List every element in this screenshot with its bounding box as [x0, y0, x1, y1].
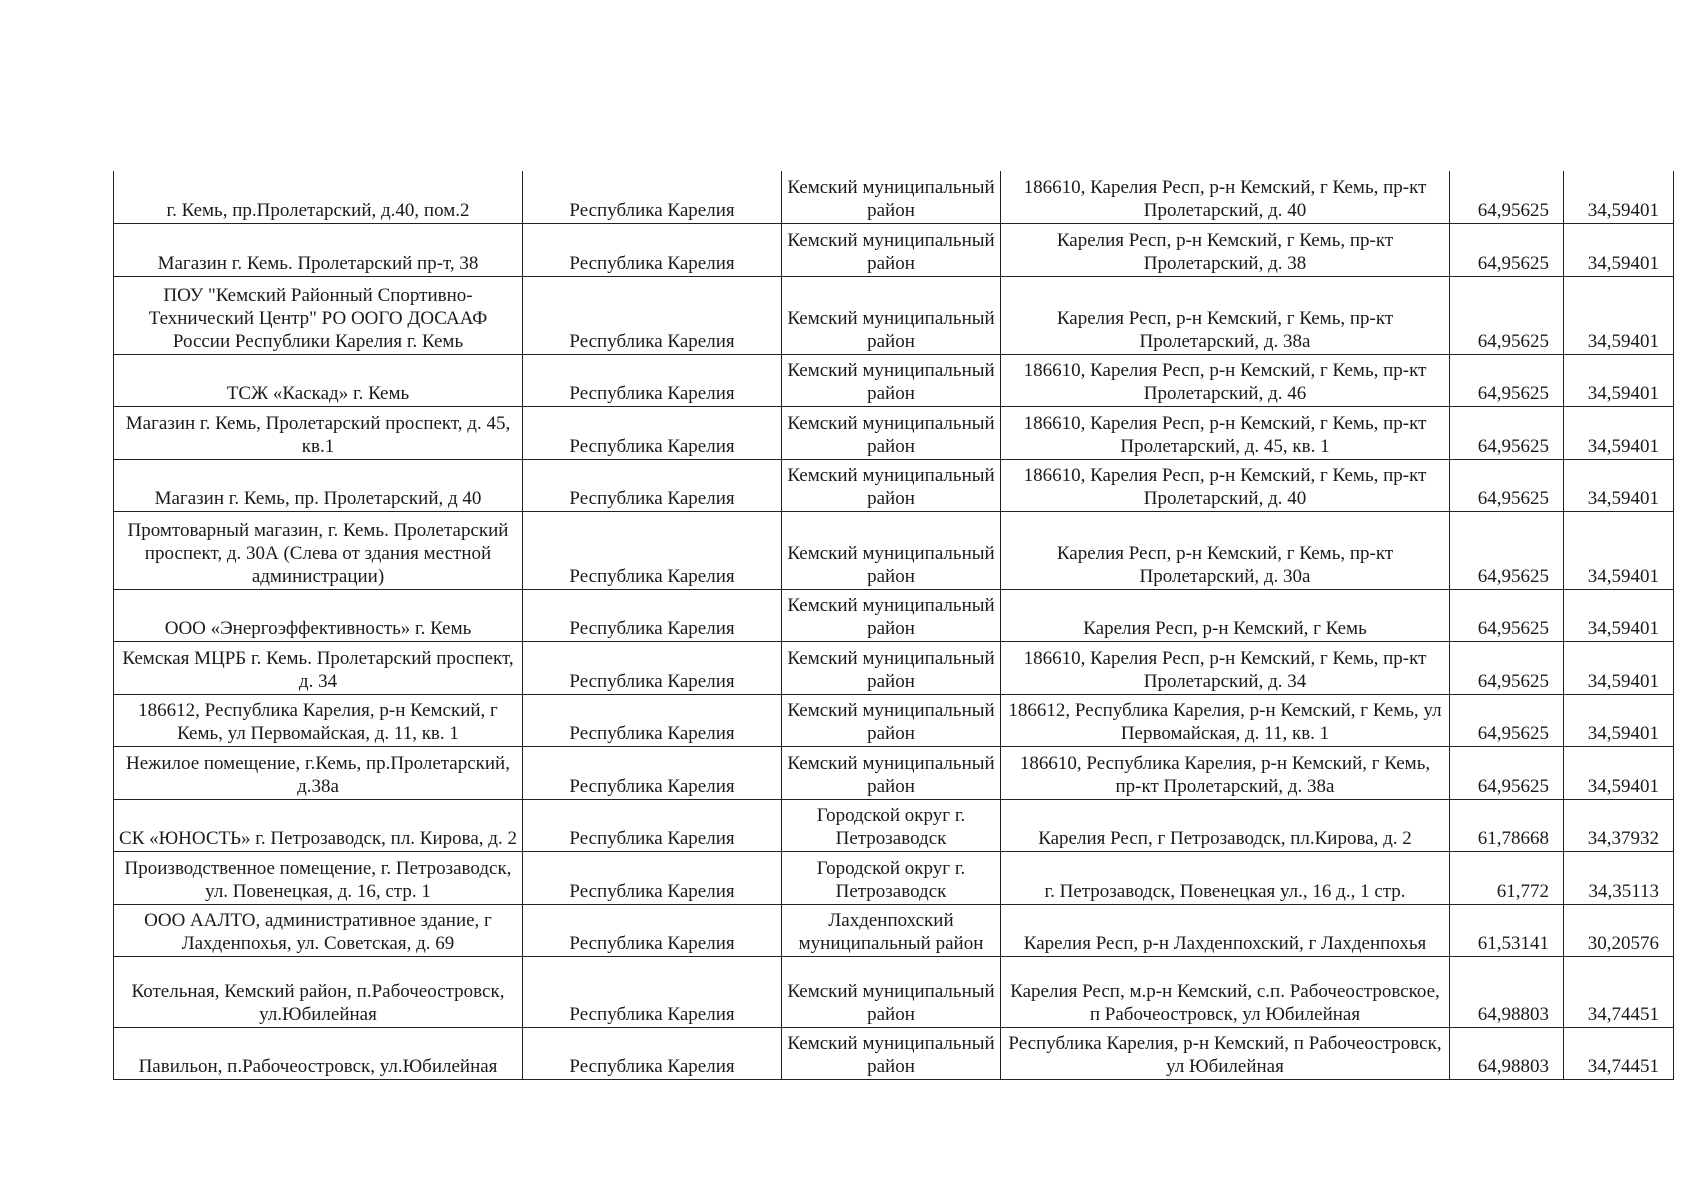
cell-district: Кемский муниципальный район: [782, 511, 1001, 589]
cell-object-name: ПОУ "Кемский Районный Спортивно-Технический Центр" РО ООГО ДОСААФ России Республики Карелия г. Кемь: [114, 276, 523, 354]
cell-latitude: 64,95625: [1450, 641, 1564, 694]
cell-district: Городской округ г. Петрозаводск: [782, 799, 1001, 851]
cell-latitude: 64,95625: [1450, 589, 1564, 641]
cell-latitude: 61,53141: [1450, 904, 1564, 956]
cell-longitude: 34,74451: [1564, 1027, 1674, 1079]
cell-address: Карелия Респ, р-н Кемский, г Кемь, пр-кт Пролетарский, д. 30а: [1001, 511, 1450, 589]
cell-region: Республика Карелия: [523, 956, 782, 1027]
cell-longitude: 34,59401: [1564, 354, 1674, 406]
cell-address: 186610, Республика Карелия, р-н Кемский, г Кемь, пр-кт Пролетарский, д. 38а: [1001, 746, 1450, 799]
table-row: [114, 799, 1674, 851]
cell-object-name: ООО ААЛТО, административное здание, г Лахденпохья, ул. Советская, д. 69: [114, 904, 523, 956]
cell-region: Республика Карелия: [523, 171, 782, 223]
cell-longitude: 34,59401: [1564, 694, 1674, 746]
cell-district: Кемский муниципальный район: [782, 589, 1001, 641]
cell-district: Кемский муниципальный район: [782, 694, 1001, 746]
cell-region: Республика Карелия: [523, 459, 782, 511]
cell-address: 186610, Карелия Респ, р-н Кемский, г Кемь, пр-кт Пролетарский, д. 40: [1001, 171, 1450, 223]
table-body: [114, 171, 1674, 1079]
cell-object-name: СК «ЮНОСТЬ» г. Петрозаводск, пл. Кирова, д. 2: [114, 799, 523, 851]
cell-district: Лахденпохский муниципальный район: [782, 904, 1001, 956]
cell-region: Республика Карелия: [523, 799, 782, 851]
cell-object-name: Промтоварный магазин, г. Кемь. Пролетарский проспект, д. 30А (Слева от здания местной администрации): [114, 511, 523, 589]
table-row: [114, 904, 1674, 956]
cell-address: 186612, Республика Карелия, р-н Кемский, г Кемь, ул Первомайская, д. 11, кв. 1: [1001, 694, 1450, 746]
cell-district: Кемский муниципальный район: [782, 276, 1001, 354]
cell-region: Республика Карелия: [523, 746, 782, 799]
cell-longitude: 34,59401: [1564, 223, 1674, 276]
cell-region: Республика Карелия: [523, 641, 782, 694]
cell-address: Карелия Респ, р-н Кемский, г Кемь, пр-кт Пролетарский, д. 38: [1001, 223, 1450, 276]
cell-object-name: Производственное помещение, г. Петрозаводск, ул. Повенецкая, д. 16, стр. 1: [114, 851, 523, 904]
cell-district: Кемский муниципальный район: [782, 746, 1001, 799]
cell-object-name: Магазин г. Кемь. Пролетарский пр-т, 38: [114, 223, 523, 276]
cell-object-name: Магазин г. Кемь, пр. Пролетарский, д 40: [114, 459, 523, 511]
cell-region: Республика Карелия: [523, 511, 782, 589]
cell-latitude: 64,95625: [1450, 171, 1564, 223]
cell-region: Республика Карелия: [523, 1027, 782, 1079]
cell-object-name: Магазин г. Кемь, Пролетарский проспект, д. 45, кв.1: [114, 406, 523, 459]
cell-latitude: 64,95625: [1450, 354, 1564, 406]
table-row: [114, 1027, 1674, 1079]
cell-longitude: 34,59401: [1564, 459, 1674, 511]
cell-longitude: 34,59401: [1564, 276, 1674, 354]
table-row: [114, 694, 1674, 746]
cell-address: Карелия Респ, м.р-н Кемский, с.п. Рабочеостровское, п Рабочеостровск, ул Юбилейная: [1001, 956, 1450, 1027]
cell-object-name: Нежилое помещение, г.Кемь, пр.Пролетарский, д.38а: [114, 746, 523, 799]
table-row: [114, 956, 1674, 1027]
cell-address: 186610, Карелия Респ, р-н Кемский, г Кемь, пр-кт Пролетарский, д. 45, кв. 1: [1001, 406, 1450, 459]
cell-district: Кемский муниципальный район: [782, 956, 1001, 1027]
cell-region: Республика Карелия: [523, 589, 782, 641]
cell-latitude: 64,95625: [1450, 223, 1564, 276]
cell-region: Республика Карелия: [523, 694, 782, 746]
cell-longitude: 34,59401: [1564, 641, 1674, 694]
cell-address: Республика Карелия, р-н Кемский, п Рабочеостровск, ул Юбилейная: [1001, 1027, 1450, 1079]
cell-longitude: 34,37932: [1564, 799, 1674, 851]
cell-longitude: 34,59401: [1564, 406, 1674, 459]
cell-address: г. Петрозаводск, Повенецкая ул., 16 д., 1 стр.: [1001, 851, 1450, 904]
cell-district: Кемский муниципальный район: [782, 171, 1001, 223]
cell-object-name: г. Кемь, пр.Пролетарский, д.40, пом.2: [114, 171, 523, 223]
cell-address: 186610, Карелия Респ, р-н Кемский, г Кемь, пр-кт Пролетарский, д. 40: [1001, 459, 1450, 511]
cell-region: Республика Карелия: [523, 851, 782, 904]
cell-longitude: 30,20576: [1564, 904, 1674, 956]
table-row: [114, 171, 1674, 223]
cell-region: Республика Карелия: [523, 354, 782, 406]
cell-district: Кемский муниципальный район: [782, 1027, 1001, 1079]
table-row: [114, 851, 1674, 904]
table-row: [114, 406, 1674, 459]
cell-address: 186610, Карелия Респ, р-н Кемский, г Кемь, пр-кт Пролетарский, д. 34: [1001, 641, 1450, 694]
cell-latitude: 64,95625: [1450, 406, 1564, 459]
cell-district: Кемский муниципальный район: [782, 223, 1001, 276]
table-row: [114, 511, 1674, 589]
cell-district: Городской округ г. Петрозаводск: [782, 851, 1001, 904]
table-row: [114, 276, 1674, 354]
cell-address: Карелия Респ, г Петрозаводск, пл.Кирова, д. 2: [1001, 799, 1450, 851]
table-row: [114, 223, 1674, 276]
cell-region: Республика Карелия: [523, 904, 782, 956]
cell-latitude: 61,78668: [1450, 799, 1564, 851]
cell-object-name: Павильон, п.Рабочеостровск, ул.Юбилейная: [114, 1027, 523, 1079]
cell-object-name: Кемская МЦРБ г. Кемь. Пролетарский проспект, д. 34: [114, 641, 523, 694]
cell-address: Карелия Респ, р-н Кемский, г Кемь, пр-кт Пролетарский, д. 38а: [1001, 276, 1450, 354]
cell-latitude: 61,772: [1450, 851, 1564, 904]
cell-latitude: 64,98803: [1450, 1027, 1564, 1079]
cell-longitude: 34,74451: [1564, 956, 1674, 1027]
table-row: [114, 746, 1674, 799]
cell-district: Кемский муниципальный район: [782, 406, 1001, 459]
cell-district: Кемский муниципальный район: [782, 354, 1001, 406]
cell-longitude: 34,59401: [1564, 171, 1674, 223]
cell-region: Республика Карелия: [523, 276, 782, 354]
cell-longitude: 34,35113: [1564, 851, 1674, 904]
cell-latitude: 64,95625: [1450, 746, 1564, 799]
table-row: [114, 459, 1674, 511]
cell-object-name: Котельная, Кемский район, п.Рабочеостровск, ул.Юбилейная: [114, 956, 523, 1027]
cell-object-name: 186612, Республика Карелия, р-н Кемский, г Кемь, ул Первомайская, д. 11, кв. 1: [114, 694, 523, 746]
objects-table: [113, 171, 1674, 1080]
cell-object-name: ТСЖ «Каскад» г. Кемь: [114, 354, 523, 406]
cell-object-name: ООО «Энергоэффективность» г. Кемь: [114, 589, 523, 641]
cell-longitude: 34,59401: [1564, 589, 1674, 641]
cell-address: Карелия Респ, р-н Лахденпохский, г Лахденпохья: [1001, 904, 1450, 956]
cell-longitude: 34,59401: [1564, 511, 1674, 589]
cell-latitude: 64,98803: [1450, 956, 1564, 1027]
cell-address: Карелия Респ, р-н Кемский, г Кемь: [1001, 589, 1450, 641]
cell-district: Кемский муниципальный район: [782, 641, 1001, 694]
cell-longitude: 34,59401: [1564, 746, 1674, 799]
cell-latitude: 64,95625: [1450, 694, 1564, 746]
cell-region: Республика Карелия: [523, 223, 782, 276]
cell-latitude: 64,95625: [1450, 276, 1564, 354]
cell-address: 186610, Карелия Респ, р-н Кемский, г Кемь, пр-кт Пролетарский, д. 46: [1001, 354, 1450, 406]
table-row: [114, 641, 1674, 694]
cell-latitude: 64,95625: [1450, 511, 1564, 589]
cell-region: Республика Карелия: [523, 406, 782, 459]
cell-district: Кемский муниципальный район: [782, 459, 1001, 511]
table-row: [114, 589, 1674, 641]
cell-latitude: 64,95625: [1450, 459, 1564, 511]
table-row: [114, 354, 1674, 406]
